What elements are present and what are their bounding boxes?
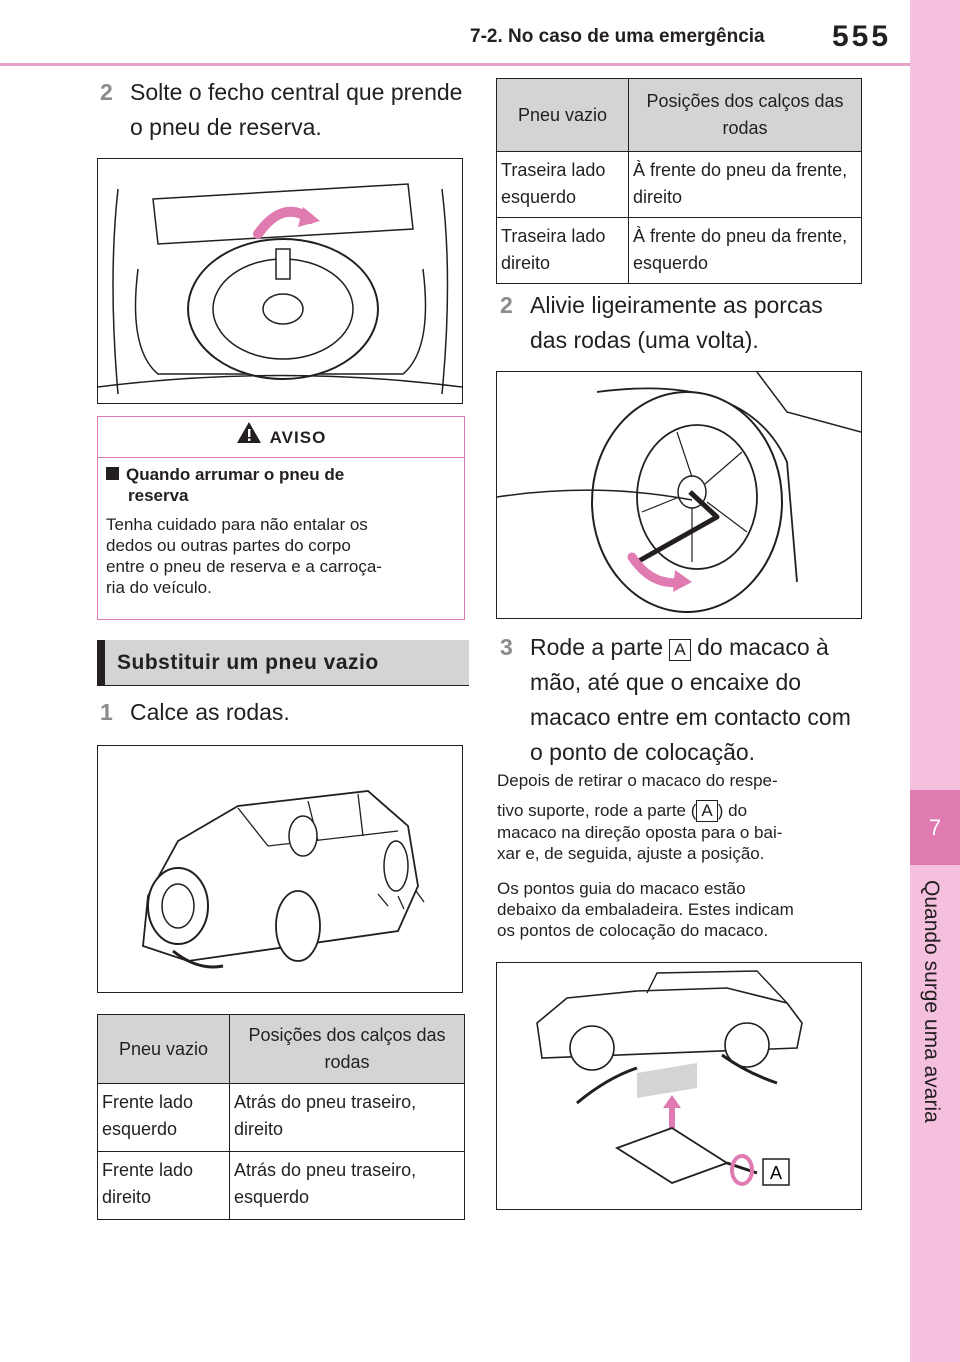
page-number: 555	[832, 20, 892, 53]
step-number: 2	[100, 79, 113, 105]
table-row	[98, 1084, 465, 1152]
table-cell: Traseira lado esquerdo	[497, 152, 629, 218]
figure-label-a: A	[769, 1163, 783, 1183]
wheel-wrench-drawing	[497, 372, 861, 618]
table-cell: À frente do pneu da frente, direito	[629, 152, 862, 218]
step-2-loosen-nuts: 2 Alivie ligeiramente as porcas das rodas (uma volta).	[500, 288, 823, 358]
header-rule	[0, 63, 910, 66]
table-cell: Atrás do pneu traseiro, esquerdo	[230, 1152, 465, 1220]
table-header-cell: Posições dos calços das rodas	[629, 79, 862, 152]
jack-points-paragraph: Os pontos guia do macaco estão debaixo da embaladeira. Estes indicam os pontos de colocação do macaco.	[497, 879, 794, 940]
table-header-cell: Pneu vazio	[497, 79, 629, 152]
warning-subtitle: Quando arrumar o pneu de reserva	[106, 464, 456, 506]
section-title: 7-2. No caso de uma emergência	[470, 26, 765, 47]
spare-tire-illustration	[97, 158, 463, 404]
jack-point-illustration	[496, 962, 862, 1210]
wheel-chock-illustration	[97, 745, 463, 993]
suv-chocks-drawing	[98, 746, 462, 992]
chapter-number: 7	[910, 790, 960, 865]
table-row	[98, 1152, 465, 1220]
table-cell: À frente do pneu da frente, esquerdo	[629, 218, 862, 284]
table-row	[497, 218, 862, 284]
warning-text: Tenha cuidado para não entalar os dedos ou outras partes do corpo entre o pneu de reserva e a carroça- ria do veículo.	[106, 515, 382, 597]
table-row	[497, 152, 862, 218]
step-text: Calce as rodas.	[130, 699, 290, 725]
right-chock-table	[496, 78, 862, 284]
chapter-side-tab	[910, 0, 960, 1362]
table-header-cell: Pneu vazio	[98, 1015, 230, 1084]
table-cell: Atrás do pneu traseiro, direito	[230, 1084, 465, 1152]
table-header-cell: Posições dos calços das rodas	[230, 1015, 465, 1084]
label-a-box: A	[696, 800, 717, 822]
left-chock-table	[97, 1014, 465, 1220]
section-heading: Substituir um pneu vazio	[97, 640, 469, 686]
step-number: 3	[500, 634, 513, 660]
step-2-release-spare	[100, 75, 462, 145]
car-jack-drawing	[497, 963, 861, 1209]
label-a-box: A	[669, 639, 690, 661]
step-1-chock-wheels	[100, 695, 290, 730]
step-number: 2	[500, 292, 513, 318]
chapter-title: Quando surge uma avaria	[920, 880, 943, 1123]
bullet-square-icon	[106, 467, 119, 480]
spare-tire-drawing	[98, 159, 462, 403]
step-text-line: o pneu de reserva.	[130, 114, 322, 140]
table-cell: Traseira lado direito	[497, 218, 629, 284]
table-cell: Frente lado direito	[98, 1152, 230, 1220]
step-text-line: Solte o fecho central que prende	[130, 79, 463, 105]
warning-title: AVISO	[269, 428, 327, 447]
warning-box	[97, 416, 465, 620]
warning-triangle-icon	[236, 418, 262, 460]
step-number: 1	[100, 699, 113, 725]
table-cell: Frente lado esquerdo	[98, 1084, 230, 1152]
loosen-nuts-illustration	[496, 371, 862, 619]
step-3-raise-jack: 3 Rode a parte A do macaco à mão, até que o encaixe do macaco entre em contacto com o ponto de colocação.	[500, 630, 851, 770]
warning-header	[98, 417, 464, 458]
jack-instructions-paragraph: Depois de retirar o macaco do respe- tivo suporte, rode a parte ( A ) do macaco na direção oposta para o bai- xar e, de seguida, ajuste a posição.	[497, 771, 783, 863]
